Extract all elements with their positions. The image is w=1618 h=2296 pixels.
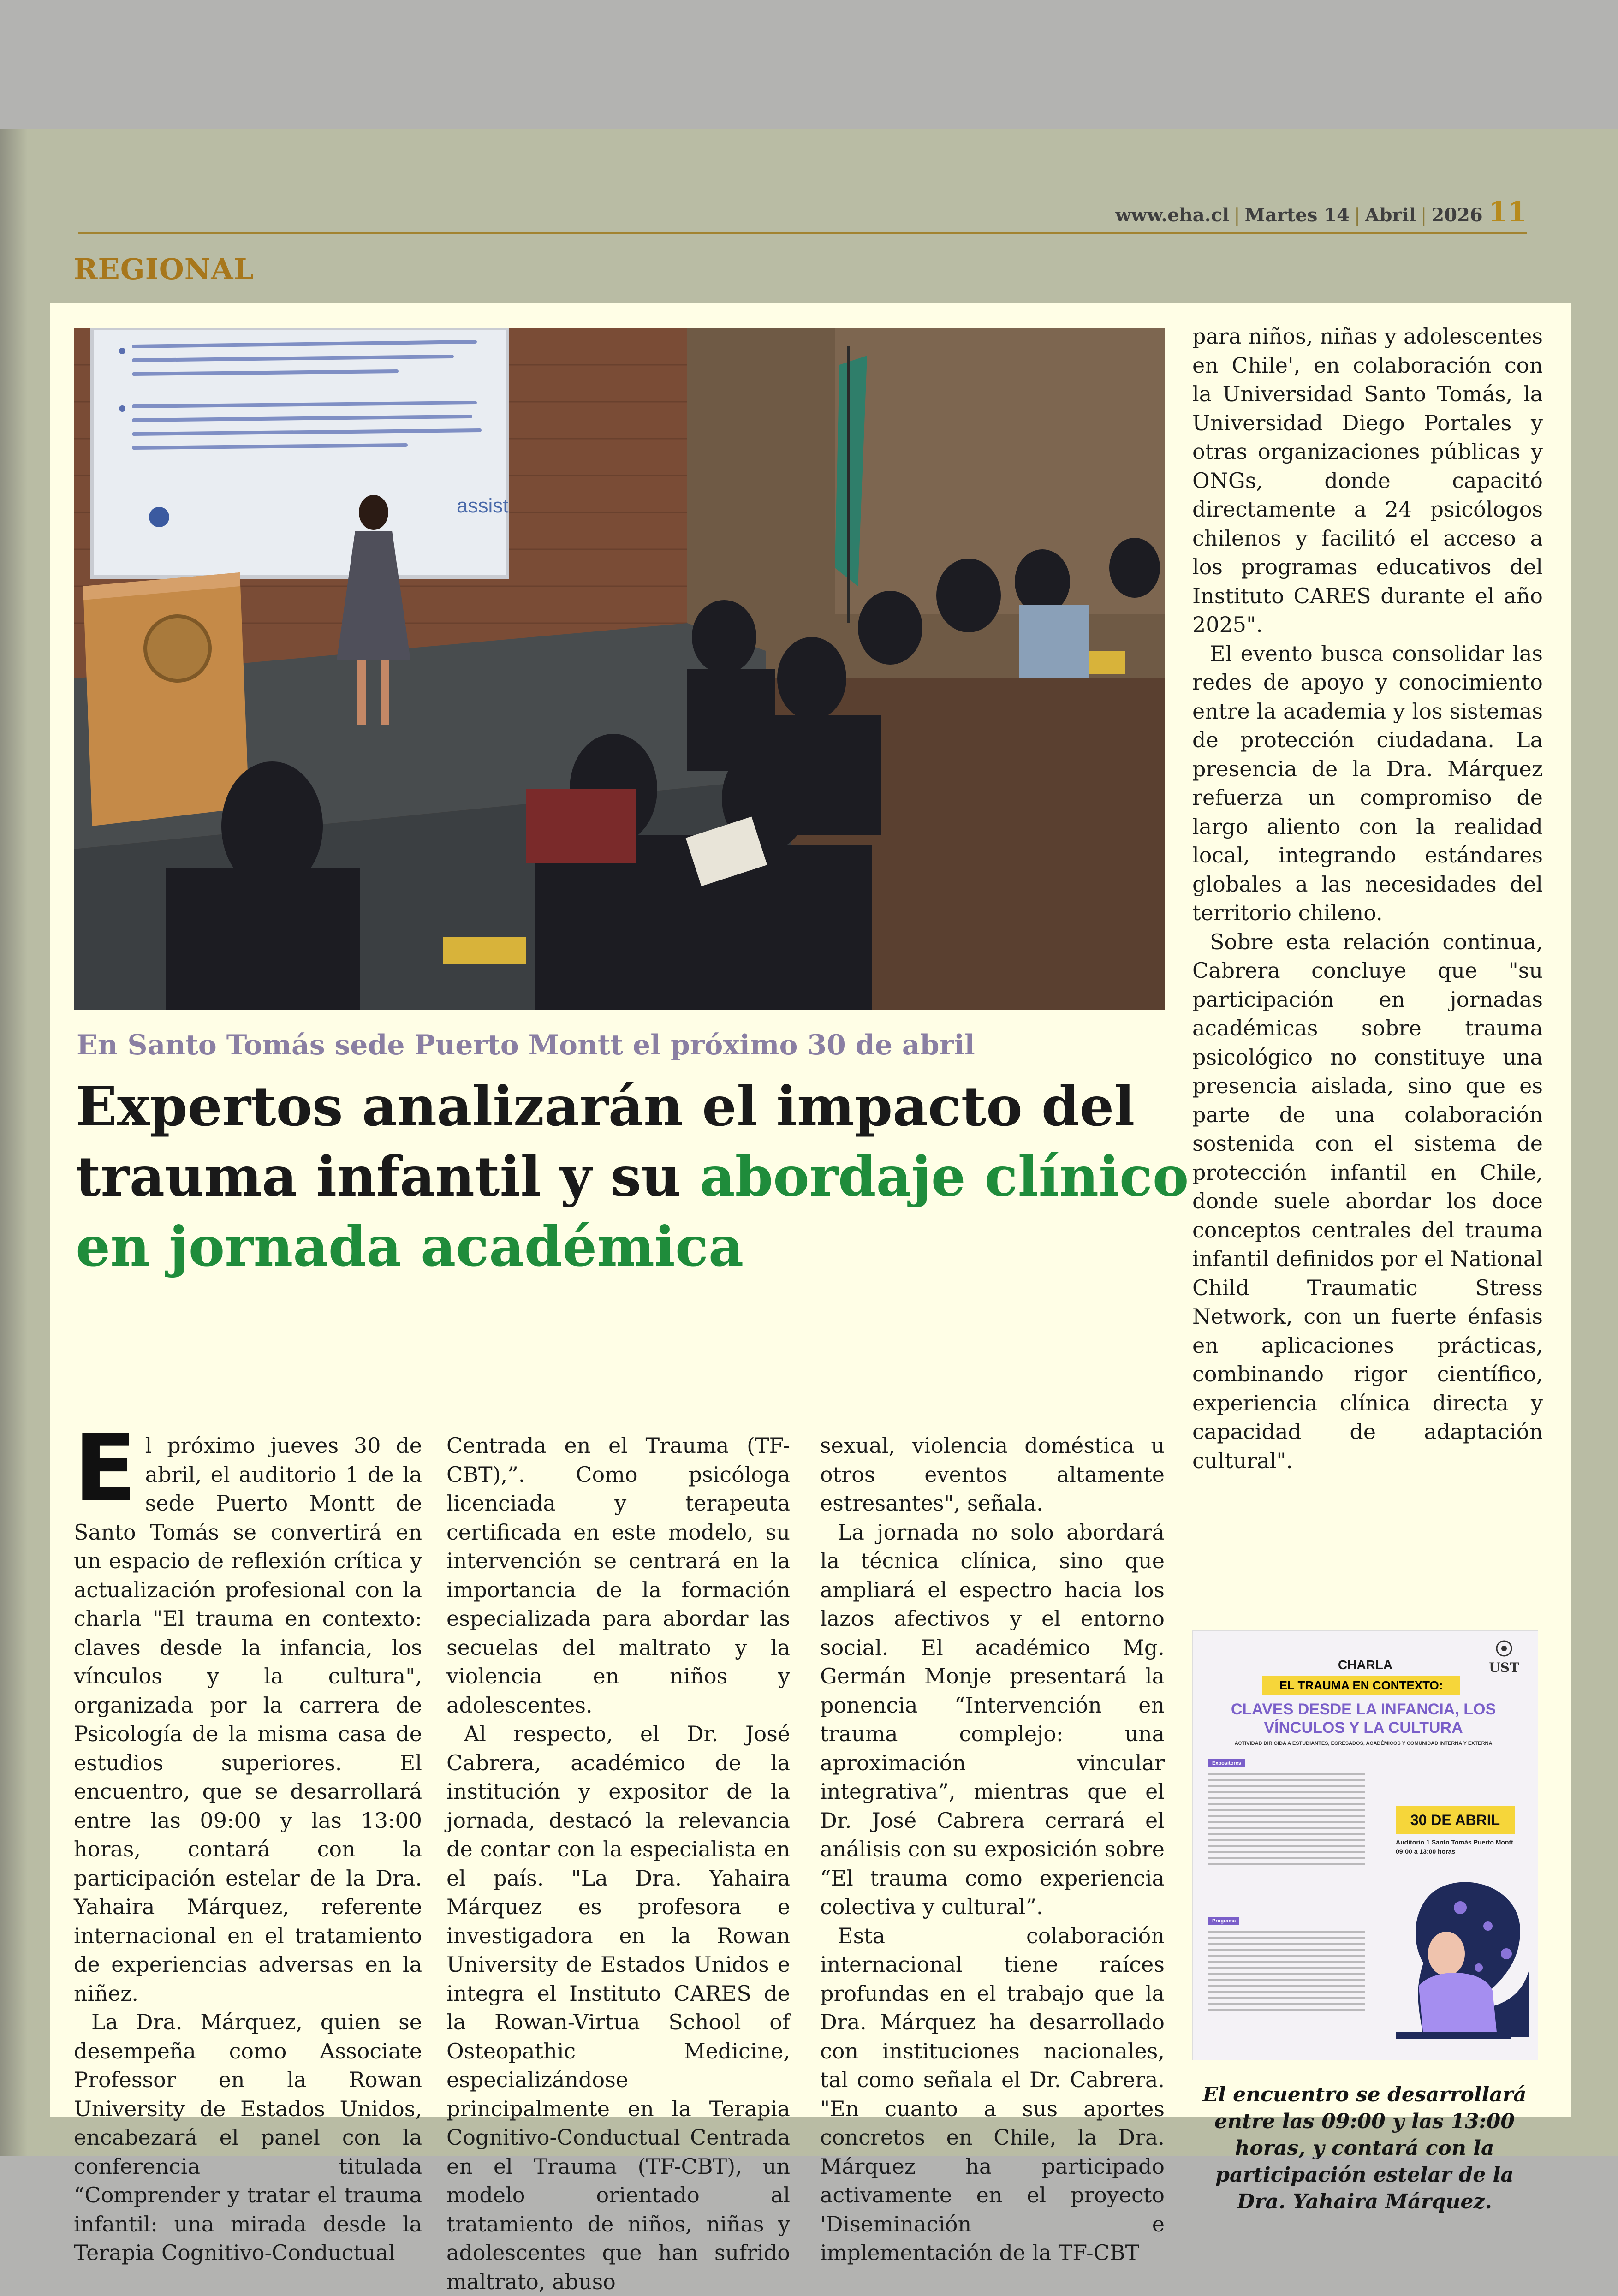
poster-tag-expositores: Expositores — [1208, 1759, 1245, 1767]
article-page — [50, 303, 1571, 2294]
paragraph: El evento busca consolidar las redes de apoyo y conocimiento entre la academia y los sistemas de protección ciudadana. La presencia de la Dra. Márquez refuerza un compromiso de largo aliento con la realidad local, integrando estándares globales a las necesidades del territorio chileno. — [1192, 641, 1543, 925]
page-shadow — [0, 129, 28, 2156]
logo-text: UST — [1489, 1660, 1519, 1675]
poster-subtitle: CLAVES DESDE LA INFANCIA, LOS VÍNCULOS Y LA CULTURA — [1231, 1701, 1496, 1737]
paragraph: sexual, violencia doméstica u otros eventos altamente estresantes", señala. — [820, 1433, 1165, 1516]
article-subhead: En Santo Tomás sede Puerto Montt el próximo 30 de abril — [77, 1029, 975, 1061]
article-column-2 — [446, 1431, 790, 2296]
header-rule — [78, 232, 1527, 234]
paragraph: La Dra. Márquez, quien se desempeña como Associate Professor en la Rowan University de Estados Unidos, encabezará el panel con la conferencia titulada “Comprender y tratar el trauma infantil: una mirada desde la Terapia Cognitivo-Conductual — [74, 2010, 422, 2265]
article-column-1 — [74, 1415, 422, 2267]
dropcap: E — [74, 1415, 137, 1522]
poster-charla: CHARLA — [1338, 1658, 1393, 1672]
separator: | — [1354, 205, 1361, 226]
paragraph: Sobre esta relación continua, Cabrera concluye que "su participación en jornadas académicas sobre trauma psicológico no constituye una presencia aislada, sino que es parte de una colaboración sostenida con el sistema de protección infantil en Chile, donde suele abordar los doce conceptos centrales del trauma infantil definidos por el National Child Traumatic Stress Network, con un fuerte énfasis en aplicaciones prácticas, combinando rigor científico, experiencia clínica directa y capacidad de adaptación cultural". — [1192, 929, 1543, 1473]
page-folio — [1115, 196, 1527, 228]
paragraph: para niños, niñas y adolescentes en Chile', en colaboración con la Universidad Santo Tomás, la Universidad Diego Portales y otras organizaciones públicas y ONGs, donde capacitó directamente a 24 psicólogos chilenos y facilitó el acceso a los programas educativos del Instituto CARES durante el año 2025". — [1192, 324, 1543, 637]
weekday-date: Martes 14 — [1244, 204, 1350, 226]
section-label: REGIONAL — [74, 252, 255, 286]
article-column-3 — [820, 1431, 1165, 2267]
time: 09:00 a 13:00 horas — [1396, 1848, 1456, 1855]
headline-part1: Expertos analizarán el impacto del trauma infantil y su — [76, 1074, 1135, 1208]
year: 2026 — [1431, 204, 1483, 226]
newspaper-sheet — [0, 129, 1618, 2294]
shield-icon — [1495, 1639, 1513, 1658]
event-poster — [1192, 1630, 1538, 2060]
website: www.eha.cl — [1115, 204, 1230, 226]
poster-title-band: EL TRAUMA EN CONTEXTO: — [1262, 1676, 1460, 1695]
event-photo — [74, 328, 1165, 1010]
paragraph: l próximo jueves 30 de abril, el auditorio 1 de la sede Puerto Montt de Santo Tomás se convertirá en un espacio de reflexión crítica y actualización profesional con la charla "El trauma en contexto: claves desde la infancia, los vínculos y la cultura", organizada por la carrera de Psicología de la misma casa de estudios superiores. El encuentro, que se desarrollará entre las 09:00 y las 13:00 horas, contará con la participación estelar de la Dra. Yahaira Márquez, referente internacional en el tratamiento de experiencias adversas en la niñez. — [74, 1433, 422, 2006]
paragraph: Al respecto, el Dr. José Cabrera, académico de la institución y expositor de la jornada, destacó la relevancia de contar con la especialista en el país. "La Dra. Yahaira Márquez es profesora e investigadora en la Rowan University de Estados Unidos e integra el Instituto CARES de la Rowan-Virtua School of Osteopathic Medicine, especializándose principalmente en la Terapia Cognitivo-Conductual Centrada en el Trauma (TF-CBT), un modelo orientado al tratamiento de niños, niñas y adolescentes que han sufrido maltrato, abuso — [446, 1721, 790, 2294]
poster-program-lines — [1208, 1931, 1365, 2015]
girl-illustration — [1368, 1871, 1534, 2055]
poster-venue — [1396, 1838, 1520, 1856]
slide-logo: assist — [457, 494, 509, 517]
venue: Auditorio 1 Santo Tomás Puerto Montt — [1396, 1838, 1513, 1846]
headline-highlight: abordaje clínico en jornada académica — [76, 1144, 1189, 1279]
month: Abril — [1365, 204, 1416, 226]
poster-body-lines — [1208, 1773, 1365, 1869]
page-number: 11 — [1488, 196, 1527, 228]
separator: | — [1420, 205, 1427, 226]
poster-date: 30 DE ABRIL — [1396, 1806, 1515, 1834]
poster-tagline: ACTIVIDAD DIRIGIDA A ESTUDIANTES, EGRESADOS, ACADÉMICOS Y COMUNIDAD INTERNA Y EXTERNA — [1234, 1741, 1493, 1746]
paragraph: La jornada no solo abordará la técnica clínica, sino que ampliará el espectro hacia los lazos afectivos y el entorno social. El académico Mg. Germán Monje presentará la ponencia “Intervención en trauma complejo: una aproximación vincular integrativa”, mientras que el Dr. José Cabrera cerrará el análisis con su exposición sobre “El trauma como experiencia colectiva y cultural”. — [820, 1519, 1165, 1919]
poster-caption: El encuentro se desarrollará entre las 09:00 y las 13:00 horas, y contará con la participación estelar de la Dra. Yahaira Márquez. — [1202, 2083, 1527, 2213]
poster-tag-programa: Programa — [1208, 1917, 1239, 1925]
paragraph: Esta colaboración internacional tiene raíces profundas en el trabajo que la Dra. Márquez ha desarrollado con instituciones nacionales, tal como señala el Dr. Cabrera. "En cuanto a sus aportes concretos en Chile, la Dra. Márquez ha participado activamente en el proyecto 'Diseminación e implementación de la TF-CBT — [820, 1923, 1165, 2265]
article-column-4 — [1192, 322, 1543, 1475]
paragraph: Centrada en el Trauma (TF-CBT),”. Como psicóloga licenciada y terapeuta certificada en este modelo, su intervención se centrará en la importancia de la formación especializada para abordar las secuelas del maltrato y la violencia en niños y adolescentes. — [446, 1433, 790, 1718]
separator: | — [1234, 205, 1240, 226]
article-headline — [76, 1071, 1210, 1282]
